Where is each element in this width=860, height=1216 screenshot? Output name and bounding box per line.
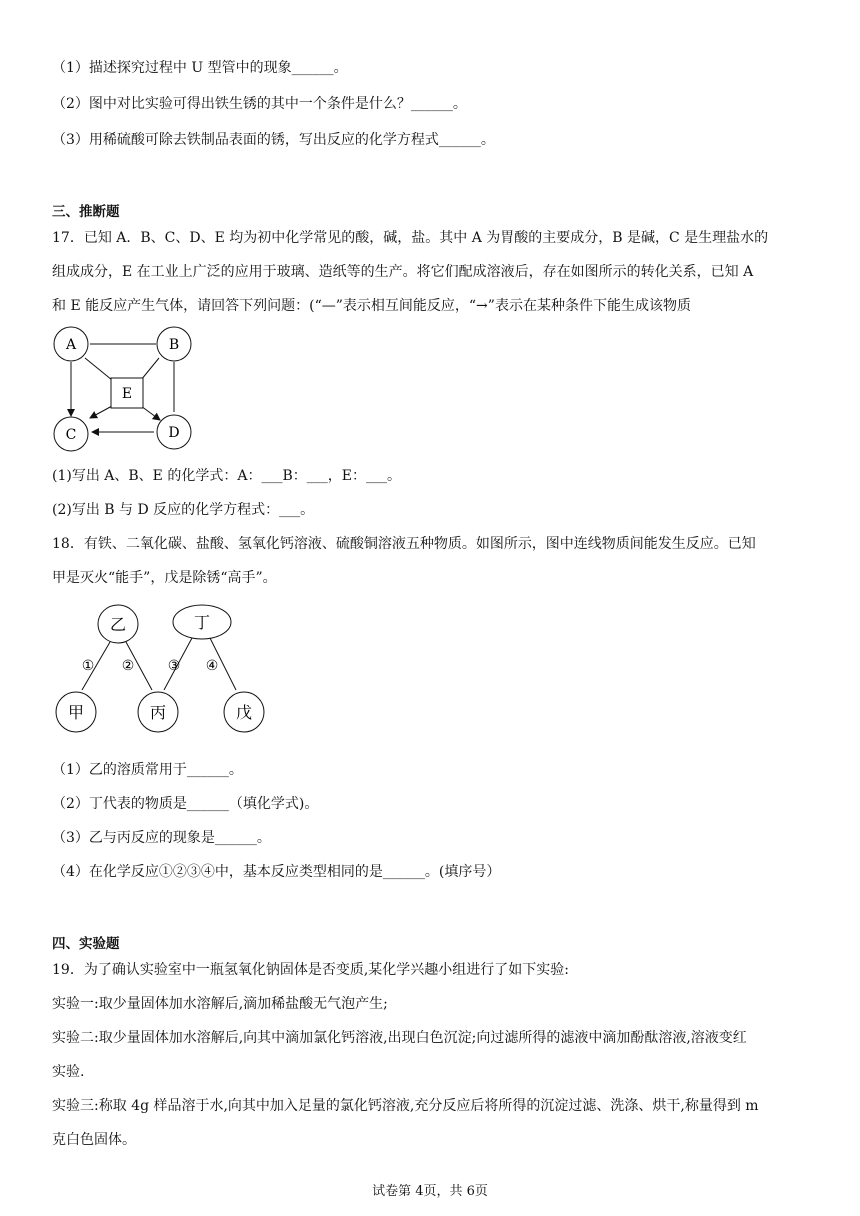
q19-line6: 克白色固体。	[52, 1132, 136, 1148]
q17-diagram	[48, 322, 208, 458]
q18-edge-label-1: ①	[81, 658, 95, 674]
q17-node-d-label: D	[168, 425, 180, 441]
q18-edge-label-4: ④	[205, 658, 219, 674]
q17-node-b-label: B	[168, 337, 180, 353]
q16-sub3: （3）用稀硫酸可除去铁制品表面的锈，写出反应的化学方程式______。	[52, 132, 495, 148]
q17-arrow-e-d	[141, 406, 160, 420]
q18-diagram	[52, 598, 282, 738]
q18-sub2: （2）丁代表的物质是______（填化学式)。	[52, 796, 319, 812]
q19-line3: 实验二:取少量固体加水溶解后,向其中滴加氯化钙溶液,出现白色沉淀;向过滤所得的滤液中滴加酚酞溶液,溶液变红	[52, 1030, 747, 1046]
q17-node-c-label: C	[65, 427, 77, 443]
q16-sub1: （1）描述探究过程中 U 型管中的现象______。	[52, 60, 348, 76]
q17-line3: 和 E 能反应产生气体，请回答下列问题：(“—”表示相互间能反应，“→”表示在某种条件下能生成该物质	[52, 298, 691, 314]
q19-line1: 19．为了确认实验室中一瓶氢氧化钠固体是否变质,某化学兴趣小组进行了如下实验:	[52, 962, 569, 978]
q17-node-e-label: E	[121, 386, 133, 402]
q18-edge-label-3: ③	[167, 658, 181, 674]
q18-line2: 甲是灭火“能手”，戊是除锈“高手”。	[52, 570, 277, 586]
q18-node-ding-label: 丁	[193, 613, 211, 632]
section-title-experiment: 四、实验题	[52, 936, 120, 952]
q17-sub1: (1)写出 A、B、E 的化学式：A：___B：___，E：___。	[52, 468, 401, 484]
q16-sub2: （2）图中对比实验可得出铁生锈的其中一个条件是什么？______。	[52, 96, 467, 112]
q18-line1: 18．有铁、二氧化碳、盐酸、氢氧化钙溶液、硫酸铜溶液五种物质。如图所示，图中连线物质间能发生反应。已知	[52, 536, 756, 552]
q17-edge-a-e	[85, 358, 112, 380]
page-footer: 试卷第 4页，共 6页	[372, 1184, 488, 1199]
q17-arrow-e-c	[90, 406, 112, 418]
section-title-inference: 三、推断题	[52, 204, 120, 220]
q18-sub4: （4）在化学反应①②③④中，基本反应类型相同的是______。(填序号）	[52, 864, 501, 880]
q18-node-bing-label: 丙	[149, 703, 167, 722]
q18-sub3: （3）乙与丙反应的现象是______。	[52, 830, 271, 846]
q19-line5: 实验三:称取 4g 样品溶于水,向其中加入足量的氯化钙溶液,充分反应后将所得的沉淀过滤、洗涤、烘干,称量得到 m	[52, 1098, 759, 1114]
q18-node-wu-label: 戊	[235, 703, 253, 722]
q19-line2: 实验一:取少量固体加水溶解后,滴加稀盐酸无气泡产生;	[52, 996, 388, 1012]
q17-line1: 17．已知 A．B、C、D、E 均为初中化学常见的酸，碱，盐。其中 A 为胃酸的主要成分，B 是碱，C 是生理盐水的	[52, 230, 769, 246]
q18-sub1: （1）乙的溶质常用于______。	[52, 762, 243, 778]
q17-sub2: (2)写出 B 与 D 反应的化学方程式：___。	[52, 502, 315, 518]
q17-node-a-label: A	[65, 337, 77, 353]
q17-edge-b-e	[141, 358, 159, 380]
q18-node-yi-label: 乙	[109, 615, 127, 634]
q19-line4: 实验.	[52, 1064, 85, 1080]
q18-node-jia-label: 甲	[67, 703, 85, 722]
q17-line2: 组成成分，E 在工业上广泛的应用于玻璃、造纸等的生产。将它们配成溶液后，存在如图所示的转化关系，已知 A	[52, 264, 754, 280]
q18-edge-label-2: ②	[121, 658, 135, 674]
